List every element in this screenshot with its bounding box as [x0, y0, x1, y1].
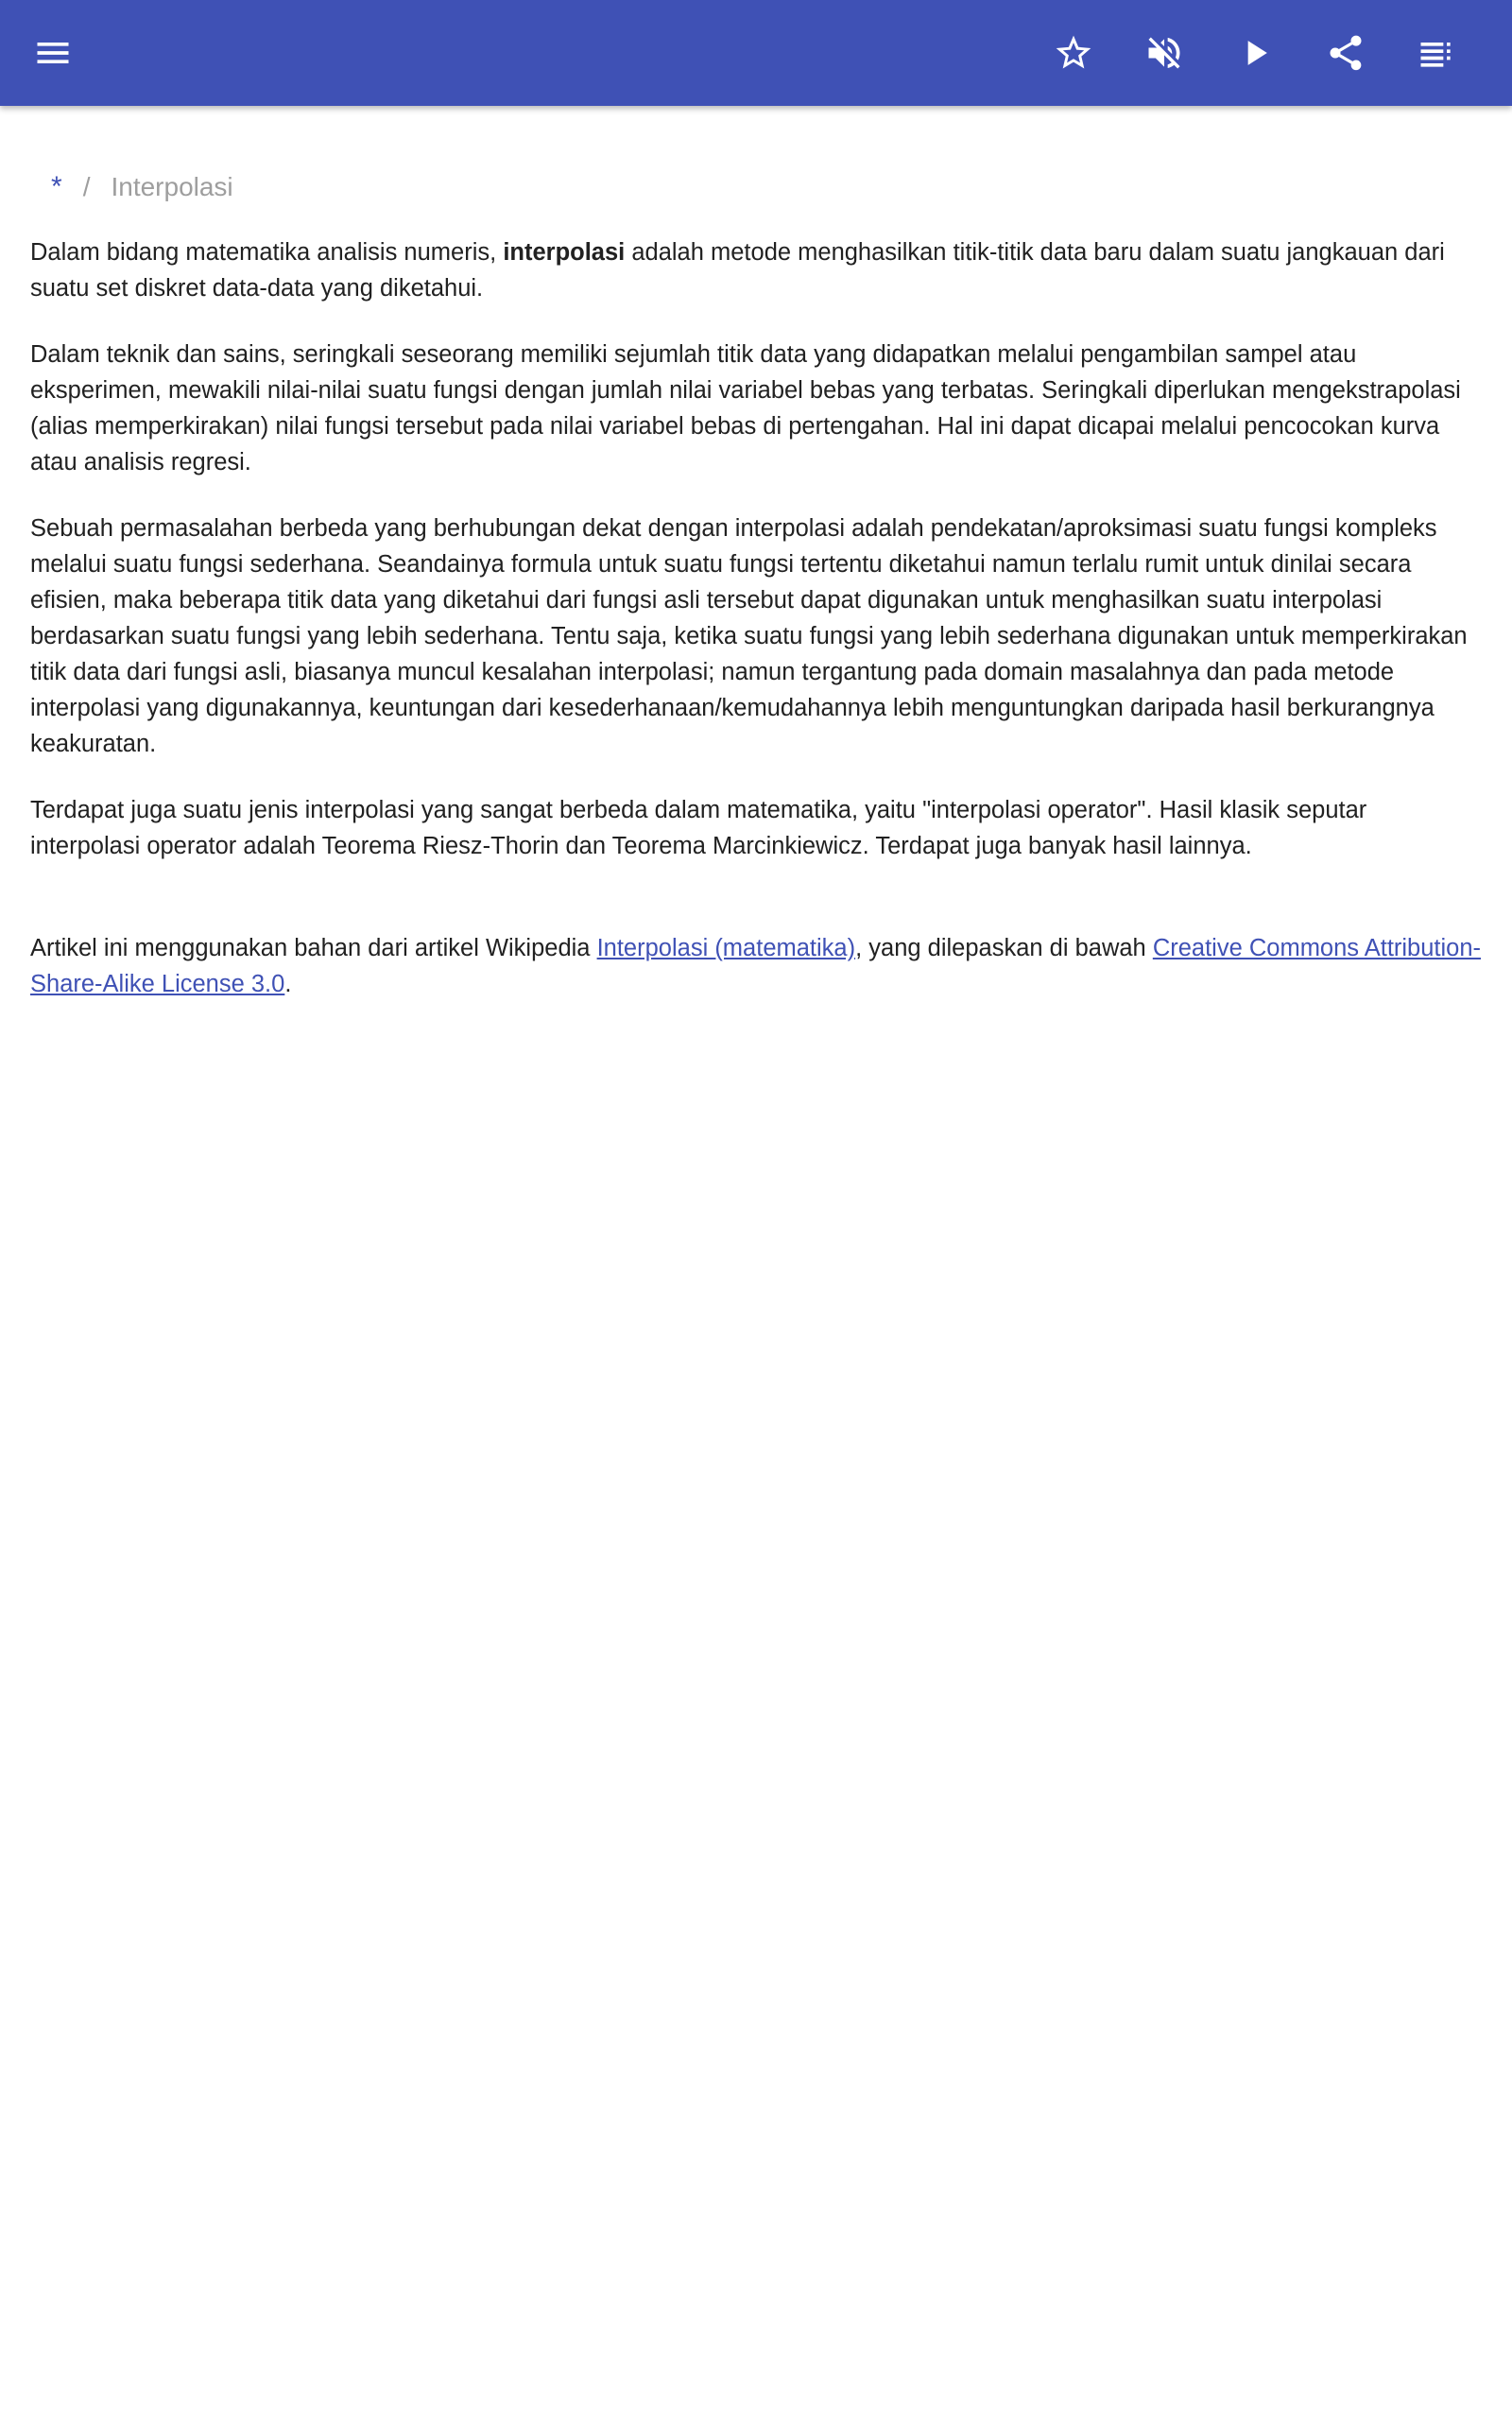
breadcrumb — [30, 168, 1482, 206]
share-icon — [1325, 32, 1366, 74]
attribution-middle: , yang dilepaskan di bawah — [855, 935, 1153, 961]
menu-icon — [32, 32, 74, 74]
term-interpolasi: interpolasi — [503, 239, 626, 266]
paragraph-1-end: adalah metode menghasilkan titik-titik data baru dalam suatu jangkauan dari suatu set diskret data-data yang diketahui. — [30, 239, 1445, 302]
attribution — [30, 930, 1482, 1002]
breadcrumb-home-link[interactable]: * — [51, 171, 62, 202]
breadcrumb-current: Interpolasi — [111, 172, 233, 201]
license-link[interactable]: Creative Commons Attribution-Share-Alike License 3.0 — [30, 935, 1482, 997]
play-icon — [1234, 32, 1276, 74]
attribution-prefix: Artikel ini menggunakan bahan dari artikel Wikipedia — [30, 935, 597, 961]
paragraph-1 — [30, 234, 1482, 306]
attribution-suffix: . — [284, 971, 292, 997]
paragraph-1-start: Dalam bidang matematika analisis numeris, — [30, 239, 504, 266]
playlist-icon — [1416, 32, 1457, 74]
contents-button[interactable] — [1406, 23, 1467, 83]
mute-button[interactable] — [1134, 23, 1194, 83]
play-button[interactable] — [1225, 23, 1285, 83]
content — [30, 106, 1482, 1002]
menu-button[interactable] — [23, 23, 83, 83]
wikipedia-article-link[interactable]: Interpolasi (matematika) — [596, 935, 856, 961]
paragraph-4: Terdapat juga suatu jenis interpolasi yang sangat berbeda dalam matematika, yaitu "interpolasi operator". Hasil klasik seputar interpolasi operator adalah Teorema Riesz-Thorin dan Teorema Marcinkiewicz. Terdapat juga banyak hasil lainnya. — [30, 797, 1367, 859]
paragraph-3: Sebuah permasalahan berbeda yang berhubungan dekat dengan interpolasi adalah pendekatan/aproksimasi suatu fungsi kompleks melalui suatu fungsi sederhana. Seandainya formula untuk suatu fungsi tertentu diketahui namun terlalu rumit untuk dinilai secara efisien, maka beberapa titik data yang diketahui dari fungsi asli tersebut dapat digunakan untuk menghasilkan suatu interpolasi berdasarkan suatu fungsi yang lebih sederhana. Tentu saja, ketika suatu fungsi yang lebih sederhana digunakan untuk memperkirakan titik data dari fungsi asli, biasanya muncul kesalahan interpolasi; namun tergantung pada domain masalahnya dan pada metode interpolasi yang digunakannya, keuntungan dari kesederhanaan/kemudahannya lebih menguntungkan daripada hasil berkurangnya keakuratan. — [30, 515, 1468, 757]
article-body — [30, 234, 1482, 864]
paragraph-2: Dalam teknik dan sains, seringkali seseorang memiliki sejumlah titik data yang didapatkan melalui pengambilan sampel atau eksperimen, mewakili nilai-nilai suatu fungsi dengan jumlah nilai variabel bebas yang terbatas. Seringkali diperlukan mengekstrapolasi (alias memperkirakan) nilai fungsi tersebut pada nilai variabel bebas di pertengahan. Hal ini dapat dicapai melalui pencocokan kurva atau analisis regresi. — [30, 341, 1461, 475]
share-button[interactable] — [1315, 23, 1376, 83]
star-outline-icon — [1053, 32, 1094, 74]
breadcrumb-separator: / — [82, 172, 91, 201]
favorite-button[interactable] — [1043, 23, 1104, 83]
app-bar — [0, 0, 1512, 106]
volume-off-icon — [1143, 32, 1185, 74]
